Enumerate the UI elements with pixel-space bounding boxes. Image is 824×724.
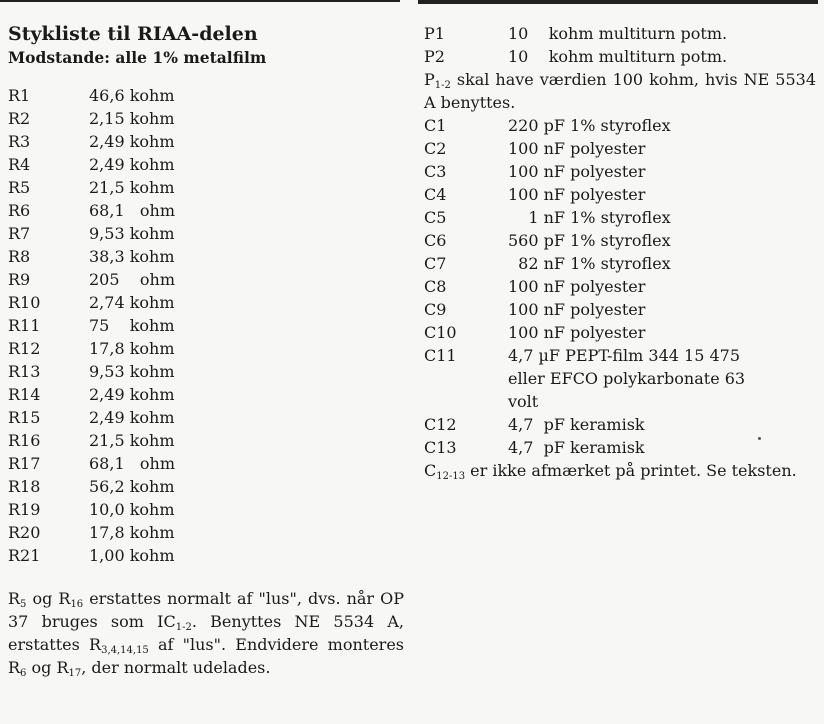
part-value: 10 kohm multiturn potm. [508, 24, 728, 43]
right-column [424, 22, 820, 482]
list-item [8, 153, 404, 176]
potentiometer-note [424, 68, 816, 114]
list-item [8, 475, 404, 498]
potentiometer-list [424, 22, 820, 68]
note-text: skal have værdien 100 kohm, hvis NE 5534 A benyttes. [424, 70, 816, 112]
part-ref: R10 [8, 293, 41, 312]
capacitor-list-2 [424, 413, 820, 459]
part-value: 17,8 kohm [89, 339, 175, 358]
part-value: 4,7 pF keramisk [508, 438, 645, 457]
part-ref: C6 [424, 231, 447, 250]
part-ref: R21 [8, 546, 41, 565]
part-value: 2,74 kohm [89, 293, 175, 312]
list-item [8, 429, 404, 452]
part-ref: R17 [8, 454, 41, 473]
part-value: 1,00 kohm [89, 546, 175, 565]
list-item [424, 206, 820, 229]
part-value: 68,1 ohm [89, 454, 175, 473]
note-sub: 12-13 [436, 471, 466, 482]
part-value: 2,49 kohm [89, 132, 175, 151]
part-ref: C10 [424, 323, 457, 342]
part-ref: P2 [424, 47, 445, 66]
part-ref: R20 [8, 523, 41, 542]
note-sub: 16 [70, 599, 84, 610]
list-item [8, 199, 404, 222]
list-item [8, 268, 404, 291]
part-ref: C12 [424, 415, 457, 434]
part-value: 68,1 ohm [89, 201, 175, 220]
top-rule-right [418, 0, 818, 4]
part-value: 205 ohm [89, 270, 175, 289]
resistor-subtitle: Modstande: alle 1% metalfilm [8, 48, 267, 67]
part-ref: R16 [8, 431, 41, 450]
list-item [424, 413, 820, 436]
part-ref: C2 [424, 139, 447, 158]
part-value: 2,49 kohm [89, 155, 175, 174]
part-value: 100 nF polyester [508, 300, 646, 319]
note-text: af "lus". Endvidere monteres R [8, 635, 404, 677]
list-item [8, 544, 404, 567]
part-ref: R9 [8, 270, 31, 289]
part-ref: R4 [8, 155, 31, 174]
note-text: R [8, 589, 21, 608]
note-text: og R [26, 658, 69, 677]
part-ref: C11 [424, 346, 457, 365]
c11-continuation-1: eller EFCO polykarbonate 63 [508, 369, 746, 388]
part-ref: R5 [8, 178, 31, 197]
list-item [424, 229, 820, 252]
list-item [424, 275, 820, 298]
part-value: 100 nF polyester [508, 162, 646, 181]
list-item [8, 521, 404, 544]
part-ref: R6 [8, 201, 31, 220]
part-value: 2,15 kohm [89, 109, 175, 128]
list-item [8, 130, 404, 153]
part-ref: R2 [8, 109, 31, 128]
part-value: 17,8 kohm [89, 523, 175, 542]
list-item [8, 107, 404, 130]
part-value: 9,53 kohm [89, 362, 175, 381]
list-item [424, 183, 820, 206]
note-text: . Benyttes NE 5534 A, erstattes R [8, 612, 405, 654]
part-ref: R19 [8, 500, 41, 519]
part-value: 10,0 kohm [89, 500, 175, 519]
note-sub: 5 [20, 599, 27, 610]
part-value: 100 nF polyester [508, 323, 646, 342]
part-ref: P1 [424, 24, 445, 43]
part-ref: C13 [424, 438, 457, 457]
list-item [424, 114, 820, 137]
top-rule [0, 0, 824, 6]
part-ref: C1 [424, 116, 447, 135]
part-ref: R15 [8, 408, 41, 427]
note-sub: 1-2 [434, 80, 451, 91]
part-value: 560 pF 1% styroflex [508, 231, 671, 250]
resistor-note [8, 587, 404, 679]
part-ref: R12 [8, 339, 41, 358]
list-item [424, 137, 820, 160]
list-item [8, 360, 404, 383]
note-sub: 1-2 [175, 622, 192, 633]
list-item [8, 383, 404, 406]
list-item [8, 337, 404, 360]
list-item [424, 252, 820, 275]
list-item [424, 45, 820, 68]
list-item [424, 321, 820, 344]
note-text: , der normalt udelades. [81, 658, 271, 677]
part-ref: R18 [8, 477, 41, 496]
list-item [8, 176, 404, 199]
list-item [8, 84, 404, 107]
list-item [8, 222, 404, 245]
part-ref: R11 [8, 316, 41, 335]
top-rule-left [0, 0, 400, 2]
part-value: 4,7 pF keramisk [508, 415, 645, 434]
part-value: 2,49 kohm [89, 385, 175, 404]
part-value: 46,6 kohm [89, 86, 175, 105]
part-value: 100 nF polyester [508, 185, 646, 204]
left-column [8, 22, 404, 679]
list-item [8, 406, 404, 429]
note-text: er ikke afmærket på printet. Se teksten. [465, 461, 797, 480]
list-item [8, 314, 404, 337]
page-title: Stykliste til RIAA-delen [8, 23, 258, 45]
part-value: 4,7 µF PEPT-film 344 15 475 [508, 346, 740, 365]
part-value: 10 kohm multiturn potm. [508, 47, 728, 66]
part-ref: R7 [8, 224, 31, 243]
part-value: 9,53 kohm [89, 224, 175, 243]
c11-continuation-2: volt [508, 392, 539, 411]
part-ref: R14 [8, 385, 41, 404]
part-value: 82 nF 1% styroflex [508, 254, 671, 273]
list-item [424, 344, 820, 367]
part-value: 1 nF 1% styroflex [508, 208, 671, 227]
list-item [424, 160, 820, 183]
part-ref: C5 [424, 208, 447, 227]
part-ref: C8 [424, 277, 447, 296]
list-item [8, 498, 404, 521]
part-value: 56,2 kohm [89, 477, 175, 496]
part-value: 100 nF polyester [508, 139, 646, 158]
part-value: 21,5 kohm [89, 178, 175, 197]
part-ref: R8 [8, 247, 31, 266]
part-value: 100 nF polyester [508, 277, 646, 296]
part-value: 2,49 kohm [89, 408, 175, 427]
capacitor-list [424, 114, 820, 367]
part-ref: C9 [424, 300, 447, 319]
list-item [8, 291, 404, 314]
list-item [8, 245, 404, 268]
part-ref: C3 [424, 162, 447, 181]
note-sub: 17 [68, 668, 82, 679]
list-item [424, 298, 820, 321]
note-sub: 3,4,14,15 [101, 645, 149, 656]
part-ref: C7 [424, 254, 447, 273]
list-item [424, 22, 820, 45]
capacitor-note [424, 459, 816, 482]
note-text: erstattes normalt af "lus", dvs. når OP 37 bruges som IC [8, 589, 405, 631]
part-value: 21,5 kohm [89, 431, 175, 450]
note-text: P [424, 70, 435, 89]
note-text: C [424, 461, 437, 480]
part-ref: R1 [8, 86, 31, 105]
list-item [8, 452, 404, 475]
part-ref: R3 [8, 132, 31, 151]
part-ref: R13 [8, 362, 41, 381]
part-value: 75 kohm [89, 316, 175, 335]
note-text: og R [26, 589, 71, 608]
part-value: 220 pF 1% styroflex [508, 116, 671, 135]
note-sub: 6 [20, 668, 27, 679]
resistor-list [8, 84, 404, 567]
print-speck [758, 437, 761, 440]
part-ref: C4 [424, 185, 447, 204]
part-value: 38,3 kohm [89, 247, 175, 266]
